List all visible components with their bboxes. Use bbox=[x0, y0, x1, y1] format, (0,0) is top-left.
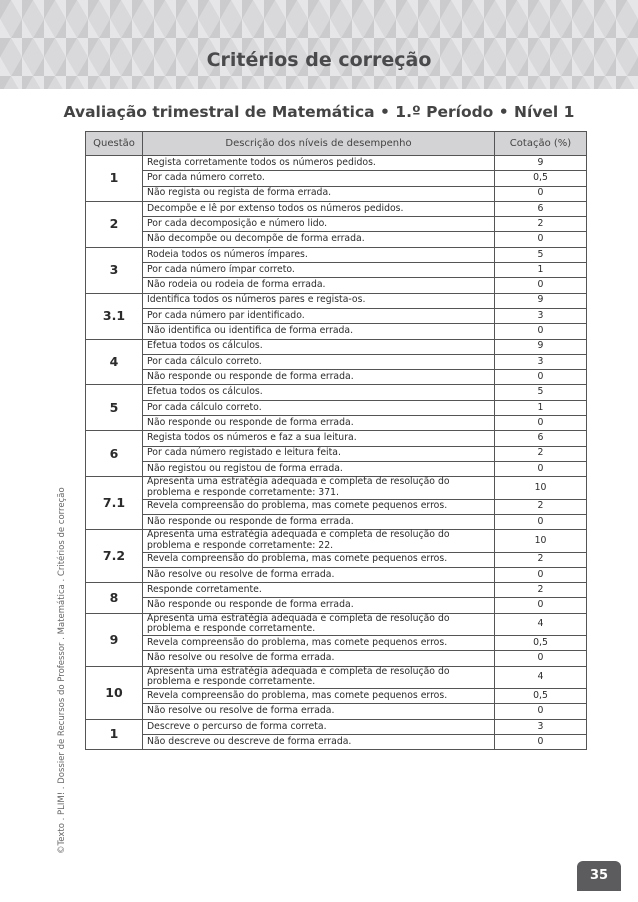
table-row bbox=[86, 636, 587, 651]
criterion-points: 5 bbox=[495, 247, 587, 262]
criterion-points: 4 bbox=[495, 613, 587, 635]
table-row bbox=[86, 431, 587, 446]
question-number: 3.1 bbox=[86, 293, 143, 339]
table-body bbox=[86, 156, 587, 750]
criterion-points: 5 bbox=[495, 385, 587, 400]
table-row bbox=[86, 324, 587, 339]
table-row bbox=[86, 278, 587, 293]
criterion-points: 1 bbox=[495, 263, 587, 278]
criterion-description: Descreve o percurso de forma correta. bbox=[143, 719, 495, 734]
table-row bbox=[86, 308, 587, 323]
question-number: 4 bbox=[86, 339, 143, 385]
criterion-points: 2 bbox=[495, 583, 587, 598]
criterion-description: Apresenta uma estratégia adequada e completa de resolução do problema e responde corretamente. bbox=[143, 613, 495, 635]
page-number: 35 bbox=[577, 861, 621, 891]
criterion-description: Regista corretamente todos os números pedidos. bbox=[143, 156, 495, 171]
table-row bbox=[86, 735, 587, 750]
criterion-points: 9 bbox=[495, 339, 587, 354]
question-number: 7.1 bbox=[86, 477, 143, 530]
criterion-description: Não responde ou responde de forma errada. bbox=[143, 514, 495, 529]
table-row bbox=[86, 293, 587, 308]
criterion-description: Revela compreensão do problema, mas comete pequenos erros. bbox=[143, 552, 495, 567]
criterion-description: Por cada número ímpar correto. bbox=[143, 263, 495, 278]
criterion-description: Efetua todos os cálculos. bbox=[143, 385, 495, 400]
criterion-description: Não decompõe ou decompõe de forma errada. bbox=[143, 232, 495, 247]
criterion-description: Rodeia todos os números ímpares. bbox=[143, 247, 495, 262]
table-row bbox=[86, 186, 587, 201]
question-number: 1 bbox=[86, 719, 143, 750]
table-row bbox=[86, 416, 587, 431]
criterion-description: Não regista ou regista de forma errada. bbox=[143, 186, 495, 201]
criterion-description: Não responde ou responde de forma errada. bbox=[143, 370, 495, 385]
criterion-description: Por cada número correto. bbox=[143, 171, 495, 186]
criterion-description: Apresenta uma estratégia adequada e completa de resolução do problema e responde corretamente. bbox=[143, 666, 495, 688]
table-row bbox=[86, 651, 587, 666]
criterion-description: Regista todos os números e faz a sua leitura. bbox=[143, 431, 495, 446]
table-row bbox=[86, 689, 587, 704]
criterion-description: Não responde ou responde de forma errada. bbox=[143, 598, 495, 613]
table-row bbox=[86, 370, 587, 385]
table-row bbox=[86, 583, 587, 598]
criterion-points: 1 bbox=[495, 400, 587, 415]
header-questao: Questão bbox=[86, 132, 143, 156]
criterion-points: 0 bbox=[495, 416, 587, 431]
table-row bbox=[86, 446, 587, 461]
table-row bbox=[86, 201, 587, 216]
criterion-points: 4 bbox=[495, 666, 587, 688]
criterion-points: 10 bbox=[495, 477, 587, 499]
criteria-table bbox=[85, 131, 587, 750]
page-subtitle: Avaliação trimestral de Matemática • 1.º Período • Nível 1 bbox=[63, 103, 575, 121]
question-number: 3 bbox=[86, 247, 143, 293]
criterion-points: 0 bbox=[495, 514, 587, 529]
criterion-points: 2 bbox=[495, 217, 587, 232]
criterion-description: Decompõe e lê por extenso todos os números pedidos. bbox=[143, 201, 495, 216]
question-number: 8 bbox=[86, 583, 143, 614]
table-row bbox=[86, 354, 587, 369]
header-cotacao: Cotação (%) bbox=[495, 132, 587, 156]
criterion-points: 0,5 bbox=[495, 689, 587, 704]
table-row bbox=[86, 232, 587, 247]
criterion-points: 0,5 bbox=[495, 636, 587, 651]
criterion-description: Não descreve ou descreve de forma errada. bbox=[143, 735, 495, 750]
table-row bbox=[86, 666, 587, 688]
criterion-description: Efetua todos os cálculos. bbox=[143, 339, 495, 354]
table-row bbox=[86, 499, 587, 514]
criterion-description: Não rodeia ou rodeia de forma errada. bbox=[143, 278, 495, 293]
criterion-points: 3 bbox=[495, 354, 587, 369]
criterion-points: 2 bbox=[495, 552, 587, 567]
criterion-description: Revela compreensão do problema, mas comete pequenos erros. bbox=[143, 689, 495, 704]
criterion-description: Por cada número registado e leitura feita. bbox=[143, 446, 495, 461]
criterion-points: 9 bbox=[495, 156, 587, 171]
criterion-points: 9 bbox=[495, 293, 587, 308]
table-row bbox=[86, 567, 587, 582]
table-row bbox=[86, 263, 587, 278]
criterion-description: Não resolve ou resolve de forma errada. bbox=[143, 651, 495, 666]
criterion-points: 0 bbox=[495, 704, 587, 719]
table-row bbox=[86, 613, 587, 635]
table-row bbox=[86, 400, 587, 415]
table-row bbox=[86, 156, 587, 171]
criterion-description: Identifica todos os números pares e regista-os. bbox=[143, 293, 495, 308]
criterion-description: Não resolve ou resolve de forma errada. bbox=[143, 567, 495, 582]
table-row bbox=[86, 704, 587, 719]
criterion-points: 3 bbox=[495, 308, 587, 323]
table-row bbox=[86, 217, 587, 232]
criterion-description: Por cada cálculo correto. bbox=[143, 354, 495, 369]
criterion-description: Por cada número par identificado. bbox=[143, 308, 495, 323]
criterion-points: 0 bbox=[495, 370, 587, 385]
criterion-points: 0 bbox=[495, 651, 587, 666]
table-row bbox=[86, 171, 587, 186]
table-row bbox=[86, 247, 587, 262]
criterion-description: Não registou ou registou de forma errada. bbox=[143, 461, 495, 476]
header-descricao: Descrição dos níveis de desempenho bbox=[143, 132, 495, 156]
table-header-row bbox=[86, 132, 587, 156]
criterion-description: Responde corretamente. bbox=[143, 583, 495, 598]
question-number: 2 bbox=[86, 201, 143, 247]
criterion-points: 0 bbox=[495, 324, 587, 339]
table-row bbox=[86, 530, 587, 552]
criterion-points: 0 bbox=[495, 461, 587, 476]
copyright-side-text: ©Texto . PLIM! . Dossier de Recursos do Professor . Matemática . Critérios de correção bbox=[57, 487, 67, 854]
criterion-points: 0 bbox=[495, 232, 587, 247]
criterion-points: 2 bbox=[495, 446, 587, 461]
criterion-points: 0 bbox=[495, 567, 587, 582]
criterion-description: Não resolve ou resolve de forma errada. bbox=[143, 704, 495, 719]
criterion-points: 0 bbox=[495, 735, 587, 750]
table-row bbox=[86, 385, 587, 400]
question-number: 5 bbox=[86, 385, 143, 431]
criterion-points: 0,5 bbox=[495, 171, 587, 186]
header-banner bbox=[0, 0, 638, 89]
table-row bbox=[86, 477, 587, 499]
question-number: 10 bbox=[86, 666, 143, 719]
criterion-points: 6 bbox=[495, 201, 587, 216]
table-row bbox=[86, 514, 587, 529]
criterion-points: 6 bbox=[495, 431, 587, 446]
criterion-description: Por cada cálculo correto. bbox=[143, 400, 495, 415]
criterion-description: Apresenta uma estratégia adequada e completa de resolução do problema e responde corretamente: 22. bbox=[143, 530, 495, 552]
table-row bbox=[86, 339, 587, 354]
criterion-points: 0 bbox=[495, 186, 587, 201]
criterion-points: 0 bbox=[495, 598, 587, 613]
header-title: Critérios de correção bbox=[206, 49, 432, 71]
question-number: 6 bbox=[86, 431, 143, 477]
criterion-description: Apresenta uma estratégia adequada e completa de resolução do problema e responde corretamente: 371. bbox=[143, 477, 495, 499]
criterion-description: Por cada decomposição e número lido. bbox=[143, 217, 495, 232]
table-row bbox=[86, 719, 587, 734]
criterion-points: 3 bbox=[495, 719, 587, 734]
criterion-points: 0 bbox=[495, 278, 587, 293]
question-number: 7.2 bbox=[86, 530, 143, 583]
criterion-description: Revela compreensão do problema, mas comete pequenos erros. bbox=[143, 636, 495, 651]
table-row bbox=[86, 598, 587, 613]
criterion-points: 10 bbox=[495, 530, 587, 552]
criterion-description: Não identifica ou identifica de forma errada. bbox=[143, 324, 495, 339]
question-number: 9 bbox=[86, 613, 143, 666]
table-row bbox=[86, 552, 587, 567]
question-number: 1 bbox=[86, 156, 143, 202]
criterion-description: Revela compreensão do problema, mas comete pequenos erros. bbox=[143, 499, 495, 514]
criterion-description: Não responde ou responde de forma errada. bbox=[143, 416, 495, 431]
table-row bbox=[86, 461, 587, 476]
criterion-points: 2 bbox=[495, 499, 587, 514]
